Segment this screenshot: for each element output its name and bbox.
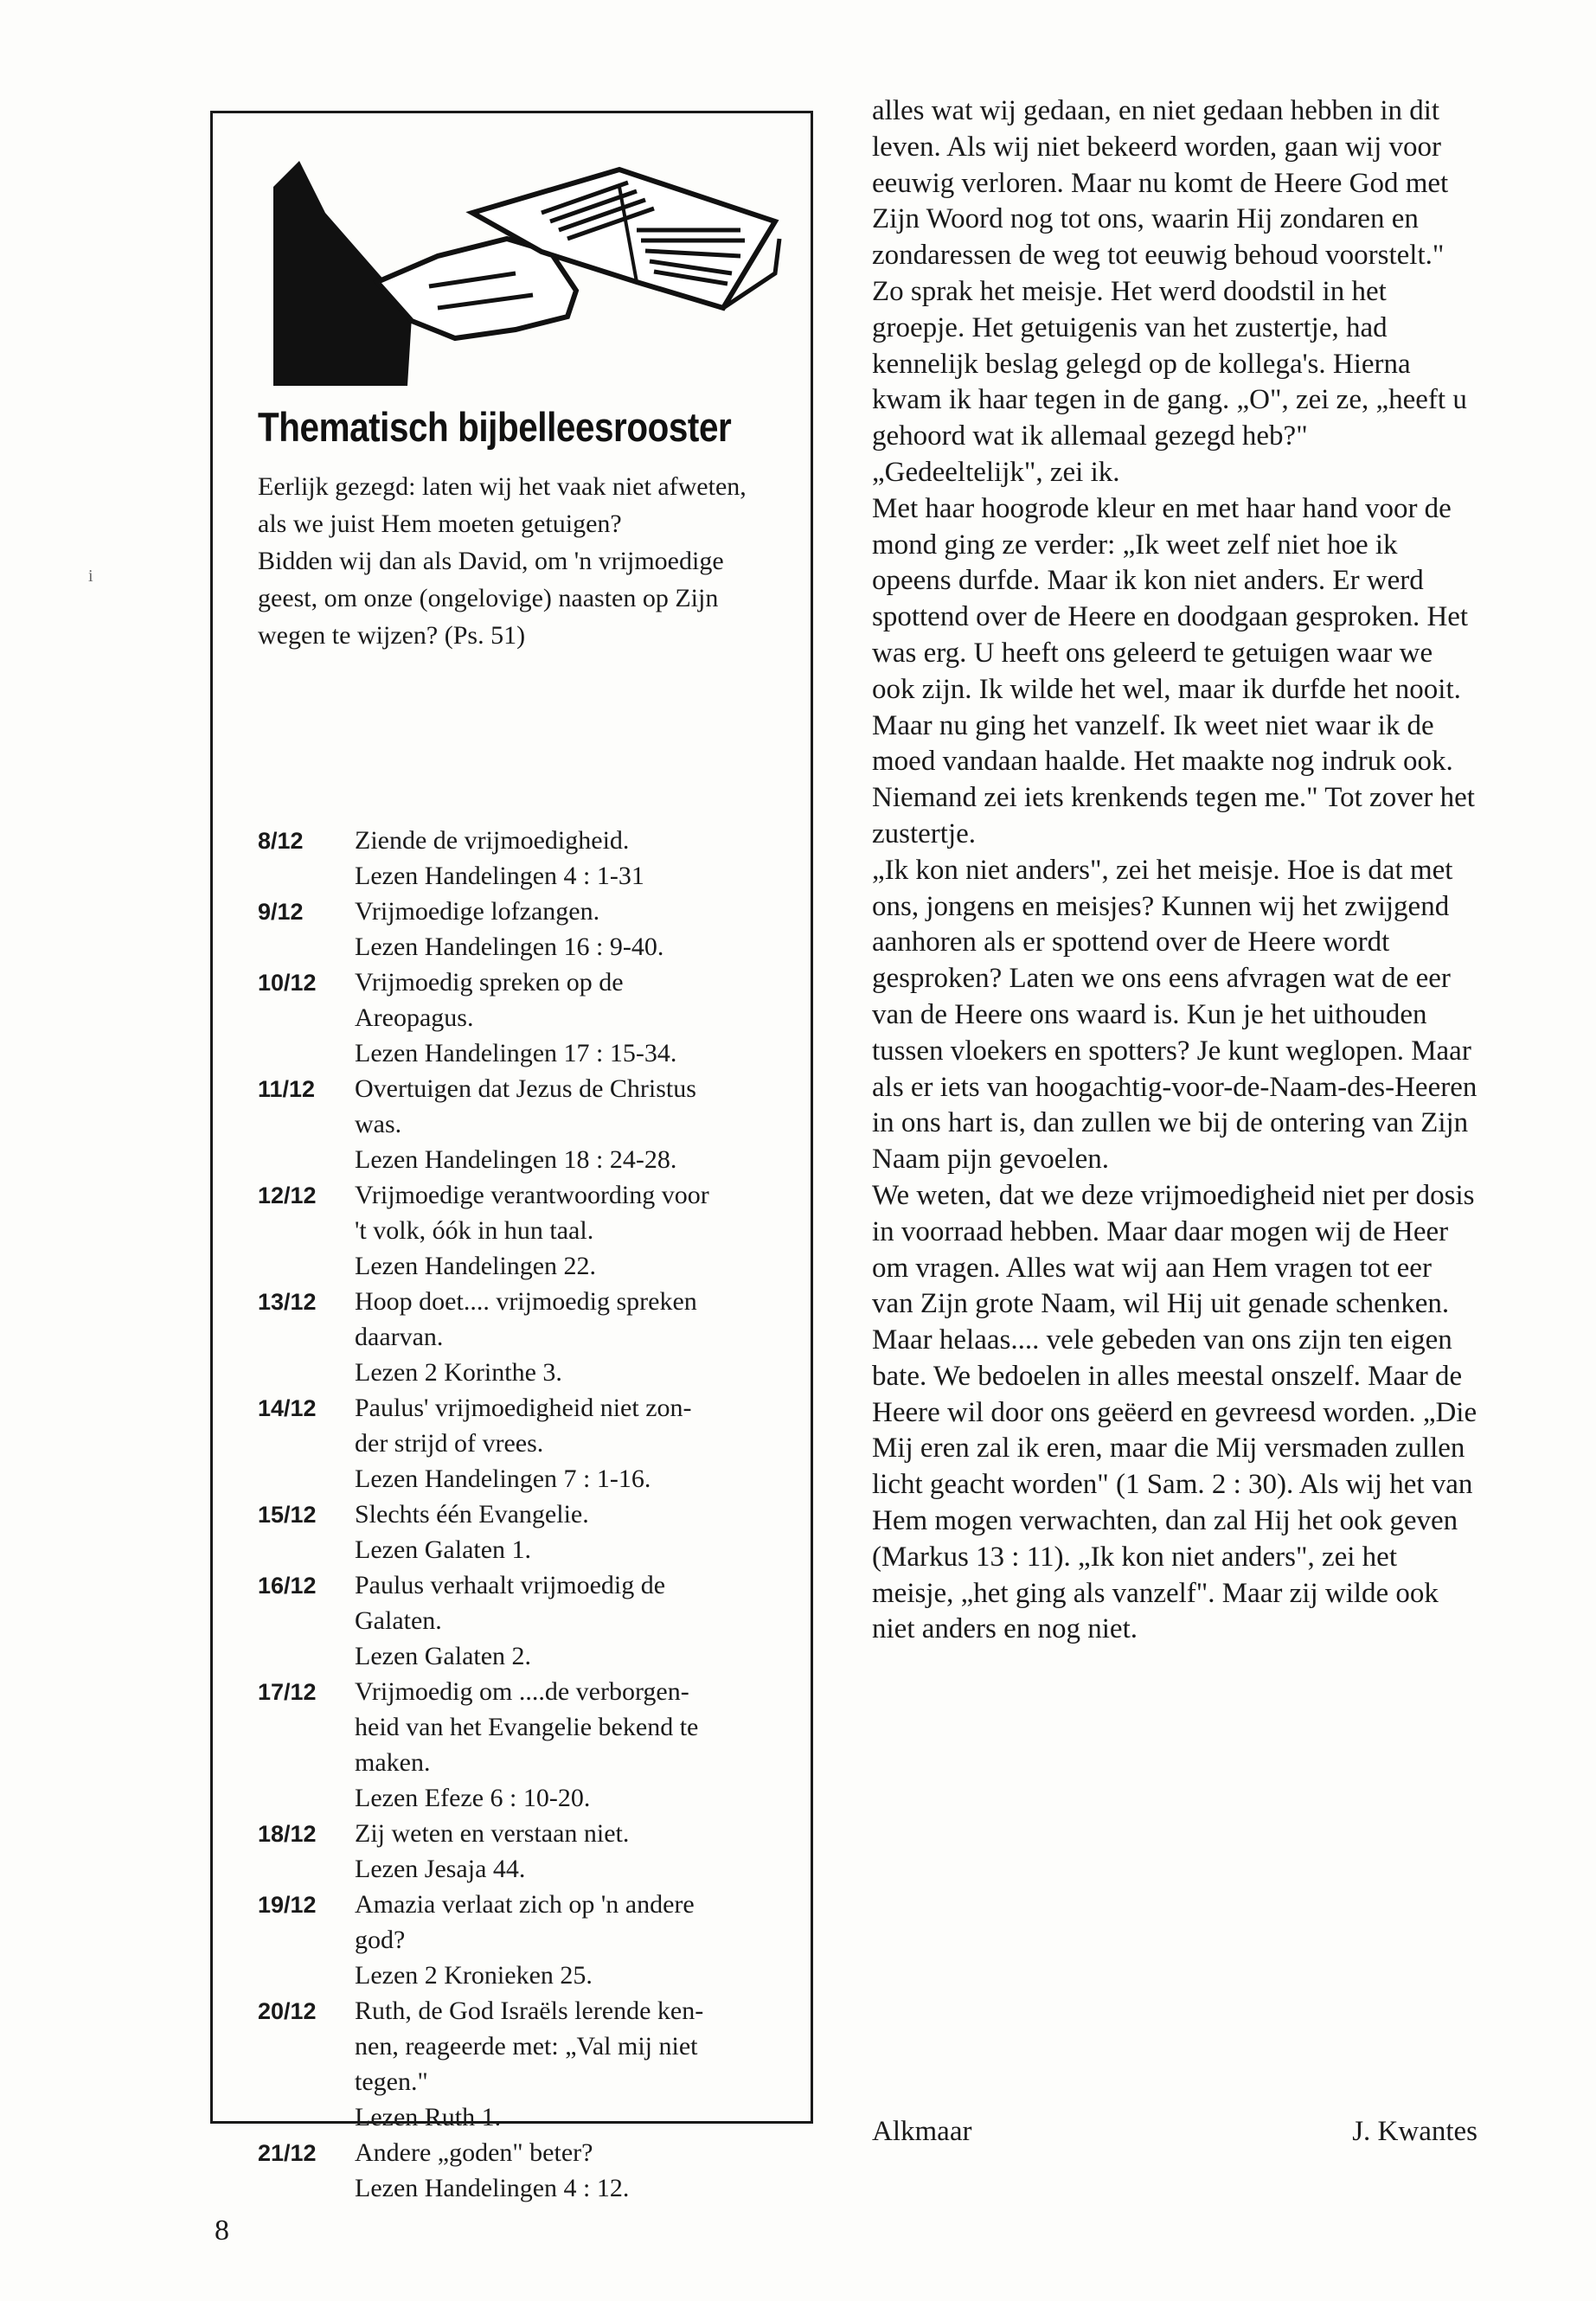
schedule-item — [258, 1816, 794, 1887]
schedule-entry — [355, 1816, 794, 1887]
schedule-entry — [355, 1177, 794, 1284]
schedule-topic-line: Ziende de vrijmoedigheid. — [355, 826, 630, 855]
schedule-reading: Lezen Ruth 1. — [355, 2103, 502, 2131]
schedule-item — [258, 1497, 794, 1567]
schedule-topic-line: Galaten. — [355, 1606, 442, 1635]
schedule-topic-line: god? — [355, 1926, 406, 1954]
schedule-entry — [355, 1284, 794, 1390]
schedule-entry — [355, 1071, 794, 1177]
schedule-topic-line: Vrijmoedig spreken op de — [355, 968, 624, 997]
signature-name: J. Kwantes — [1352, 2116, 1477, 2147]
schedule-date: 11/12 — [258, 1076, 316, 1102]
schedule-entry — [355, 1497, 794, 1567]
schedule-item — [258, 1993, 794, 2135]
schedule-topic-line: Hoop doet.... vrijmoedig spreken — [355, 1287, 697, 1316]
schedule-topic-line: Paulus verhaalt vrijmoedig de — [355, 1571, 666, 1599]
schedule-topic-line: Ruth, de God Israëls lerende ken- — [355, 1997, 704, 2025]
schedule-item — [258, 2135, 794, 2206]
schedule-entry — [355, 894, 794, 965]
schedule-topic-line: Overtuigen dat Jezus de Christus — [355, 1074, 696, 1103]
schedule-entry — [355, 965, 794, 1071]
schedule-reading: Lezen Galaten 2. — [355, 1642, 532, 1670]
schedule-topic-line: Amazia verlaat zich op 'n andere — [355, 1890, 695, 1919]
schedule-item — [258, 965, 794, 1071]
schedule-item — [258, 1887, 794, 1993]
schedule-reading: Lezen Handelingen 18 : 24-28. — [355, 1145, 677, 1174]
schedule-topic-line: tegen." — [355, 2067, 428, 2096]
schedule-date: 12/12 — [258, 1183, 317, 1208]
intro-paragraph: Eerlijk gezegd: laten wij het vaak niet afweten, als we juist Hem moeten getuigen? — [258, 472, 747, 538]
schedule-reading: Lezen Handelingen 22. — [355, 1252, 597, 1280]
schedule-item — [258, 894, 794, 965]
schedule-entry — [355, 2135, 794, 2206]
schedule-date: 9/12 — [258, 899, 304, 925]
schedule-reading: Lezen Handelingen 4 : 1-31 — [355, 862, 644, 890]
schedule-item — [258, 1071, 794, 1177]
schedule-topic-line: Vrijmoedige lofzangen. — [355, 897, 600, 926]
box-title: Thematisch bijbelleesrooster — [258, 404, 732, 450]
schedule-date: 15/12 — [258, 1502, 317, 1528]
schedule-reading: Lezen Handelingen 4 : 12. — [355, 2174, 630, 2202]
schedule-item — [258, 1567, 794, 1674]
open-bible-hand-illustration — [256, 135, 792, 394]
schedule-date: 8/12 — [258, 828, 304, 854]
schedule-item — [258, 1674, 794, 1816]
schedule-topic-line: Areopagus. — [355, 1003, 474, 1032]
schedule-item — [258, 1177, 794, 1284]
schedule-date: 17/12 — [258, 1679, 317, 1705]
schedule-date: 10/12 — [258, 970, 317, 996]
schedule-reading: Lezen Jesaja 44. — [355, 1855, 526, 1883]
schedule-reading: Lezen Efeze 6 : 10-20. — [355, 1784, 591, 1812]
schedule-topic-line: maken. — [355, 1748, 431, 1777]
schedule-entry — [355, 1887, 794, 1993]
schedule-entry — [355, 823, 794, 894]
schedule-topic-line: Slechts één Evangelie. — [355, 1500, 589, 1529]
article-paragraph: We weten, dat we deze vrijmoedigheid niet per dosis in voorraad hebben. Maar daar mogen wij de Heer om vragen. Alles wat wij aan Hem vragen tot eer van Zijn grote Naam, wil Hij uit genade schenken. Maar helaas.... vele gebeden van ons zijn ten eigen bate. We bedoelen in alles meestal onszelf. Maar de Heere wil door ons geëerd en gevreesd worden. „Die Mij eren zal ik eren, maar die Mij versmaden zullen licht geacht worden" (1 Sam. 2 : 30). Als wij het van Hem mogen verwachten, dan zal Hij het ook geven (Markus 13 : 11). „Ik kon niet anders", zei het meisje, „het ging als vanzelf". Maar zij wilde ook niet anders en nog niet. — [872, 1179, 1477, 1645]
schedule-date: 14/12 — [258, 1395, 317, 1421]
page-number: 8 — [215, 2214, 229, 2247]
schedule-topic-line: was. — [355, 1110, 402, 1138]
schedule-reading: Lezen Handelingen 16 : 9-40. — [355, 933, 664, 961]
reading-schedule-box — [210, 111, 813, 2202]
schedule-topic-line: daarvan. — [355, 1323, 444, 1351]
schedule-topic-line: Vrijmoedig om ....de verborgen- — [355, 1677, 689, 1706]
schedule-date: 19/12 — [258, 1892, 317, 1918]
schedule-topic-line: Vrijmoedige verantwoording voor — [355, 1181, 709, 1209]
schedule-entry — [355, 1390, 794, 1497]
article-paragraph: „Ik kon niet anders", zei het meisje. Hoe is dat met ons, jongens en meisjes? Kunnen wij het zwijgend aanhoren als er spottend over de Heere wordt gesproken? Laten we ons eens afvragen wat de eer van de Heere ons waard is. Kun je het uithouden tussen vloekers en spotters? Je kunt weglopen. Maar als er iets van hoogachtig-voor-de-Naam-des-Heeren in ons hart is, dan zullen we bij de ontering van Zijn Naam pijn gevoelen. — [872, 854, 1477, 1176]
schedule-item — [258, 823, 794, 894]
schedule-reading: Lezen 2 Kronieken 25. — [355, 1961, 593, 1990]
schedule-date: 16/12 — [258, 1573, 317, 1599]
schedule-entry — [355, 1674, 794, 1816]
signature-place: Alkmaar — [872, 2116, 972, 2147]
schedule-item — [258, 1390, 794, 1497]
article-right-column — [872, 93, 1477, 1648]
schedule-topic-line: Paulus' vrijmoedigheid niet zon- — [355, 1394, 692, 1422]
schedule-reading: Lezen Handelingen 17 : 15-34. — [355, 1039, 677, 1067]
schedule-reading: Lezen Galaten 1. — [355, 1535, 532, 1564]
schedule-topic-line: Zij weten en verstaan niet. — [355, 1819, 630, 1848]
article-paragraph: Met haar hoogrode kleur en met haar hand voor de mond ging ze verder: „Ik weet zelf niet hoe ik opeens durfde. Maar ik kon niet anders. Er werd spottend over de Heere en doodgaan gesproken. Het was erg. U heeft ons geleerd te getuigen waar we ook zijn. Ik wilde het wel, maar ik durfde het nooit. Maar nu ging het vanzelf. Ik weet niet waar ik de moed vandaan haalde. Het maakte nog indruk ook. Niemand zei iets krenkends tegen me." Tot zover het zustertje. — [872, 492, 1475, 849]
schedule-topic-line: heid van het Evangelie bekend te — [355, 1713, 699, 1741]
schedule-topic-line: Andere „goden" beter? — [355, 2138, 593, 2167]
stray-mark: i — [88, 567, 93, 586]
schedule-list — [258, 823, 794, 2206]
article-paragraph: alles wat wij gedaan, en niet gedaan hebben in dit leven. Als wij niet bekeerd worden, gaan wij voor eeuwig verloren. Maar nu komt de Heere God met Zijn Woord nog tot ons, waarin Hij zondaren en zondaressen de weg tot eeuwig behoud voorstelt." Zo sprak het meisje. Het werd doodstil in het groepje. Het getuigenis van het zustertje, had kennelijk beslag gelegd op de kollega's. Hierna kwam ik haar tegen in de gang. „O", zei ze, „heeft u gehoord wat ik allemaal gezegd heb?" „Gedeeltelijk", zei ik. — [872, 95, 1467, 488]
schedule-date: 18/12 — [258, 1821, 317, 1847]
schedule-date: 21/12 — [258, 2140, 317, 2166]
schedule-topic-line: nen, reageerde met: „Val mij niet — [355, 2032, 698, 2061]
intro-text — [258, 468, 777, 654]
schedule-date: 13/12 — [258, 1289, 317, 1315]
schedule-entry — [355, 1567, 794, 1674]
schedule-reading: Lezen 2 Korinthe 3. — [355, 1358, 562, 1387]
schedule-topic-line: der strijd of vrees. — [355, 1429, 544, 1458]
schedule-topic-line: 't volk, óók in hun taal. — [355, 1216, 594, 1245]
schedule-date: 20/12 — [258, 1998, 317, 2024]
schedule-entry — [355, 1993, 794, 2135]
schedule-reading: Lezen Handelingen 7 : 1-16. — [355, 1465, 651, 1493]
intro-paragraph: Bidden wij dan als David, om 'n vrijmoedige geest, om onze (ongelovige) naasten op Zijn wegen te wijzen? (Ps. 51) — [258, 547, 724, 650]
schedule-item — [258, 1284, 794, 1390]
